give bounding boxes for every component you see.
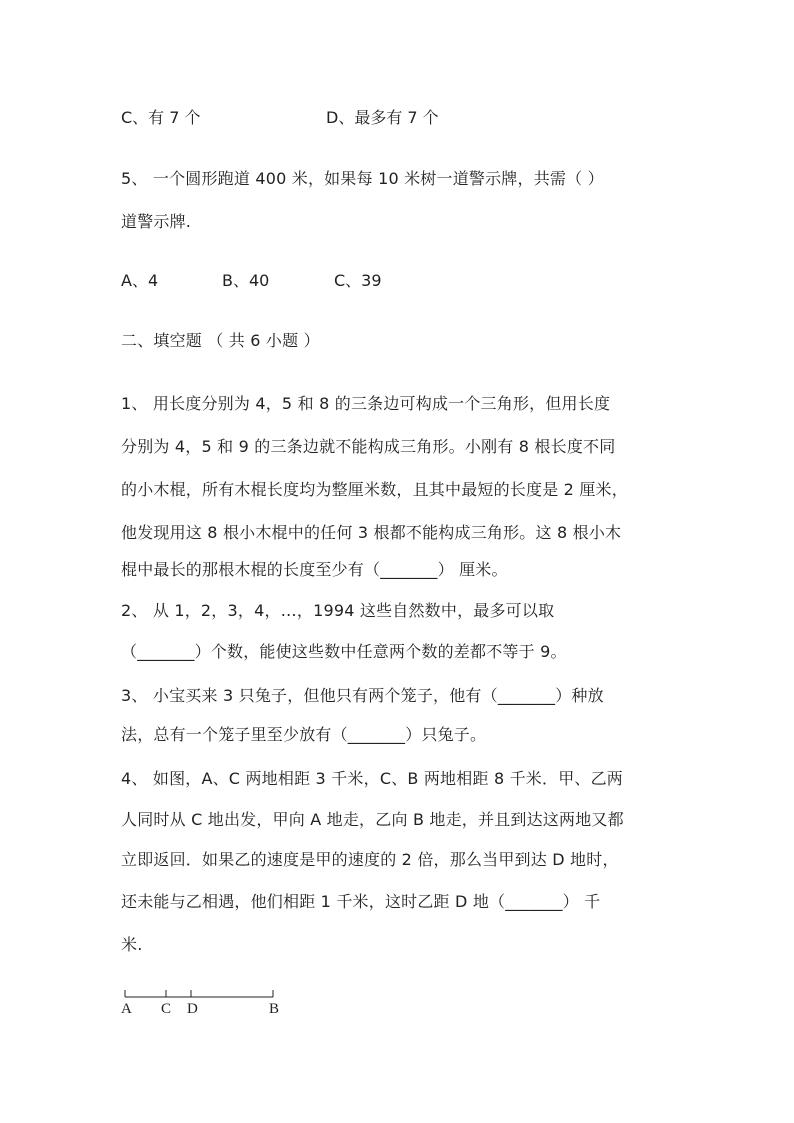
fill-q2-line: 2、 从 1，2，3，4，…，1994 这些自然数中，最多可以取 [121,601,555,620]
fill-q1-line: 棍中最长的那根木棍的长度至少有（_______） 厘米。 [121,560,508,579]
fill-q1-line: 的小木棍，所有木棍长度均为整厘米数，且其中最短的长度是 2 厘米， [121,480,628,499]
fill-q4-line: 人同时从 C 地出发，甲向 A 地走，乙向 B 地走，并且到达这两地又都 [121,810,624,829]
point-label-d: D [187,1001,198,1017]
fill-q2-line: （_______）个数，能使这些数中任意两个数的差都不等于 9。 [121,642,567,661]
fill-q4-line: 米. [121,935,143,954]
fill-q1-line: 他发现用这 8 根小木棍中的任何 3 根都不能构成三角形。这 8 根小木 [121,523,622,542]
q5-option-c: C、39 [334,271,382,290]
point-label-a: A [121,1001,132,1017]
q5-line-2: 道警示牌. [121,212,192,231]
option-d: D、最多有 7 个 [326,108,439,127]
route-diagram [118,986,288,1026]
fill-q3-line: 法，总有一个笼子里至少放有（_______）只兔子。 [121,725,487,744]
fill-q4-line: 立即返回．如果乙的速度是甲的速度的 2 倍，那么当甲到达 D 地时， [121,850,619,869]
q5-option-a: A、4 [121,271,159,290]
q5-option-b: B、40 [222,271,270,290]
section-heading: 二、填空题 （ 共 6 小题 ） [121,331,320,350]
fill-q1-line: 分别为 4，5 和 9 的三条边就不能构成三角形。小刚有 8 根长度不同 [121,437,616,456]
q5-line-1: 5、 一个圆形跑道 400 米，如果每 10 米树一道警示牌，共需（ ） [121,169,604,188]
fill-q4-line: 还未能与乙相遇，他们相距 1 千米，这时乙距 D 地（_______） 千 [121,892,601,911]
fill-q1-line: 1、 用长度分别为 4，5 和 8 的三条边可构成一个三角形，但用长度 [121,394,611,413]
route-line [118,986,288,1002]
fill-q3-line: 3、 小宝买来 3 只兔子，但他只有两个笼子，他有（_______）种放 [121,686,604,705]
fill-q4-line: 4、 如图，A、C 两地相距 3 千米，C、B 两地相距 8 千米．甲、乙两 [121,769,624,788]
point-label-c: C [161,1001,172,1017]
point-label-b: B [269,1001,280,1017]
option-c: C、有 7 个 [121,108,201,127]
